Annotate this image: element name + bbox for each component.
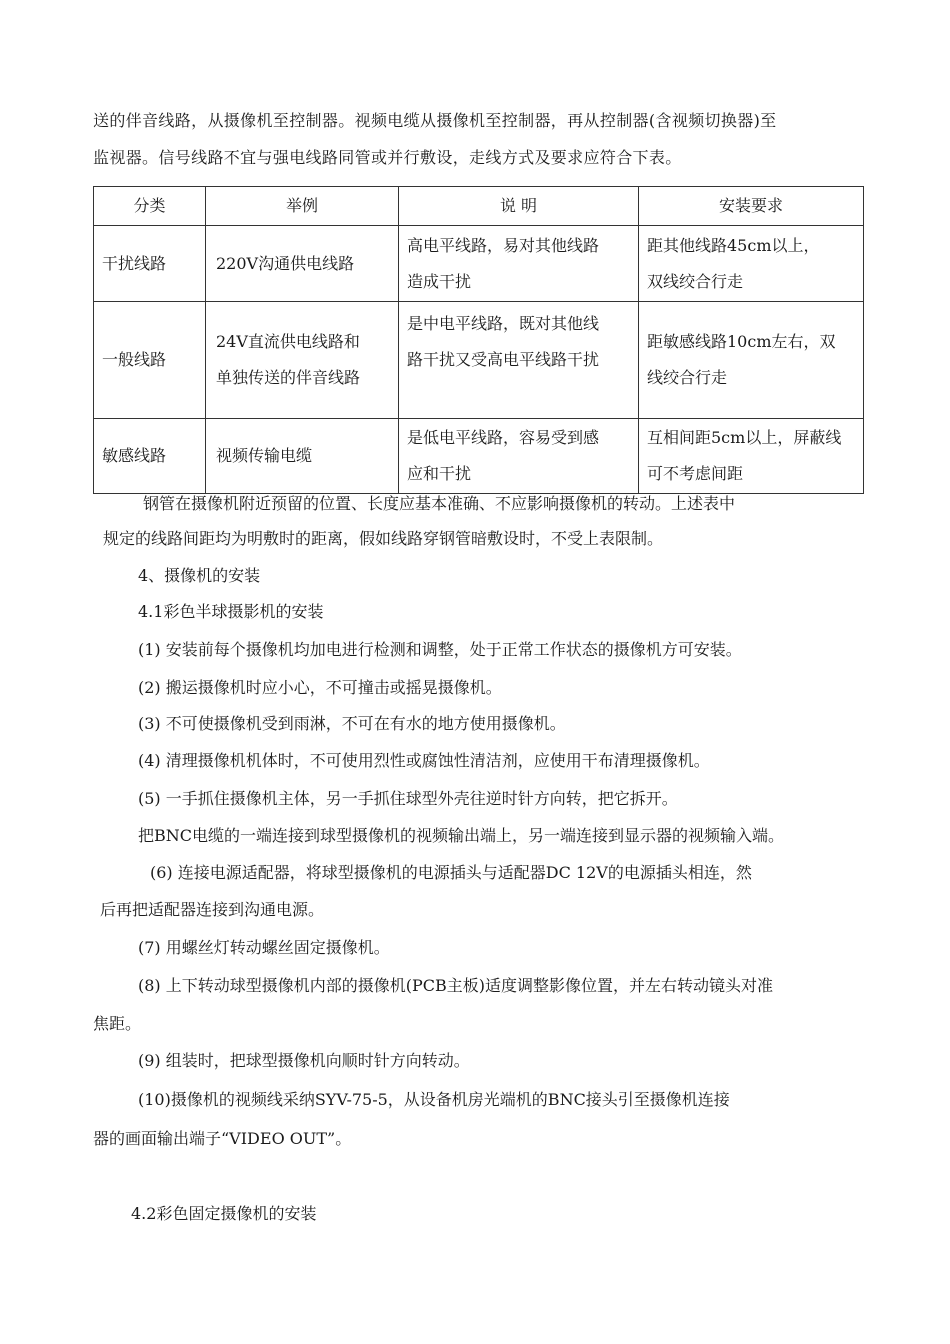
row-requirement — [639, 419, 864, 494]
table-row — [94, 419, 864, 494]
step-2: (2) 搬运摄像机时应小心，不可撞击或摇晃摄像机。 — [138, 678, 502, 697]
row-category: 干扰线路 — [94, 226, 206, 302]
table-row — [94, 226, 864, 302]
table-row — [94, 302, 864, 419]
step-1: (1) 安装前每个摄像机均加电进行检测和调整，处于正常工作状态的摄像机方可安装。 — [138, 640, 742, 659]
table-header-row — [94, 187, 864, 226]
step-10-line-1: (10)摄像机的视频线采纳SYV-75-5，从设备机房光端机的BNC接头引至摄像机连接 — [138, 1090, 730, 1109]
section-heading-4-1: 4.1彩色半球摄影机的安装 — [138, 602, 324, 621]
row-category: 敏感线路 — [94, 419, 206, 494]
step-4: (4) 清理摄像机机体时，不可使用烈性或腐蚀性清洁剂，应使用干布清理摄像机。 — [138, 751, 710, 770]
paragraph-pipe-1: 钢管在摄像机附近预留的位置、长度应基本准确、不应影响摄像机的转动。上述表中 — [143, 494, 736, 513]
step-9: (9) 组装时，把球型摄像机向顺时针方向转动。 — [138, 1051, 470, 1070]
step-10-line-2: 器的画面输出端子“VIDEO OUT”。 — [93, 1129, 352, 1148]
row-description-line: 应和干扰 — [407, 464, 472, 483]
step-6-line-1: (6) 连接电源适配器，将球型摄像机的电源插头与适配器DC 12V的电源插头相连，然 — [150, 863, 752, 882]
row-example-line: 视频传输电缆 — [216, 446, 313, 465]
row-requirement-line: 线绞合行走 — [647, 368, 728, 387]
step-3: (3) 不可使摄像机受到雨淋，不可在有水的地方使用摄像机。 — [138, 714, 566, 733]
row-description — [399, 302, 639, 419]
header-category: 分类 — [94, 187, 206, 226]
row-category: 一般线路 — [94, 302, 206, 419]
row-example — [206, 419, 399, 494]
row-requirement-line: 双线绞合行走 — [647, 271, 744, 291]
row-description-line: 造成干扰 — [407, 271, 472, 291]
step-5: (5) 一手抓住摄像机主体，另一手抓住球型外壳往逆时针方向转，把它拆开。 — [138, 789, 678, 808]
paragraph-bnc: 把BNC电缆的一端连接到球型摄像机的视频输出端上，另一端连接到显示器的视频输入端。 — [138, 826, 785, 845]
row-example — [206, 226, 399, 302]
section-heading-4: 4、摄像机的安装 — [138, 566, 261, 585]
step-8-line-2: 焦距。 — [93, 1014, 142, 1033]
row-description — [399, 419, 639, 494]
row-requirement — [639, 302, 864, 419]
row-example-line: 24V直流供电线路和 — [216, 332, 360, 351]
section-heading-4-2: 4.2彩色固定摄像机的安装 — [131, 1204, 317, 1223]
wiring-requirements-table — [93, 186, 864, 494]
row-description-line: 是低电平线路，容易受到感 — [407, 428, 600, 447]
row-requirement — [639, 226, 864, 302]
row-description-line: 高电平线路，易对其他线路 — [407, 235, 600, 255]
row-description — [399, 226, 639, 302]
row-description-line: 路干扰又受高电平线路干扰 — [407, 350, 600, 369]
header-example: 举例 — [206, 187, 399, 226]
row-requirement-line: 距敏感线路10cm左右，双 — [647, 332, 836, 351]
row-requirement-line: 可不考虑间距 — [647, 464, 744, 483]
row-example — [206, 302, 399, 419]
intro-line-2: 监视器。信号线路不宜与强电线路同管或并行敷设，走线方式及要求应符合下表。 — [93, 148, 682, 167]
row-description-line: 是中电平线路，既对其他线 — [407, 314, 600, 333]
step-8-line-1: (8) 上下转动球型摄像机内部的摄像机(PCB主板)适度调整影像位置，并左右转动镜头对准 — [138, 976, 774, 995]
intro-line-1: 送的伴音线路，从摄像机至控制器。视频电缆从摄像机至控制器，再从控制器(含视频切换器)至 — [93, 111, 777, 130]
paragraph-pipe-2: 规定的线路间距均为明敷时的距离，假如线路穿钢管暗敷设时，不受上表限制。 — [103, 529, 664, 548]
row-requirement-line: 距其他线路45cm以上， — [647, 235, 820, 255]
step-6-line-2: 后再把适配器连接到沟通电源。 — [100, 900, 325, 919]
header-requirement: 安装要求 — [639, 187, 864, 226]
step-7: (7) 用螺丝灯转动螺丝固定摄像机。 — [138, 938, 390, 957]
header-description: 说 明 — [399, 187, 639, 226]
row-requirement-line: 互相间距5cm以上，屏蔽线 — [647, 428, 842, 447]
row-example-line: 220V沟通供电线路 — [216, 253, 355, 273]
row-example-line: 单独传送的伴音线路 — [216, 368, 361, 387]
